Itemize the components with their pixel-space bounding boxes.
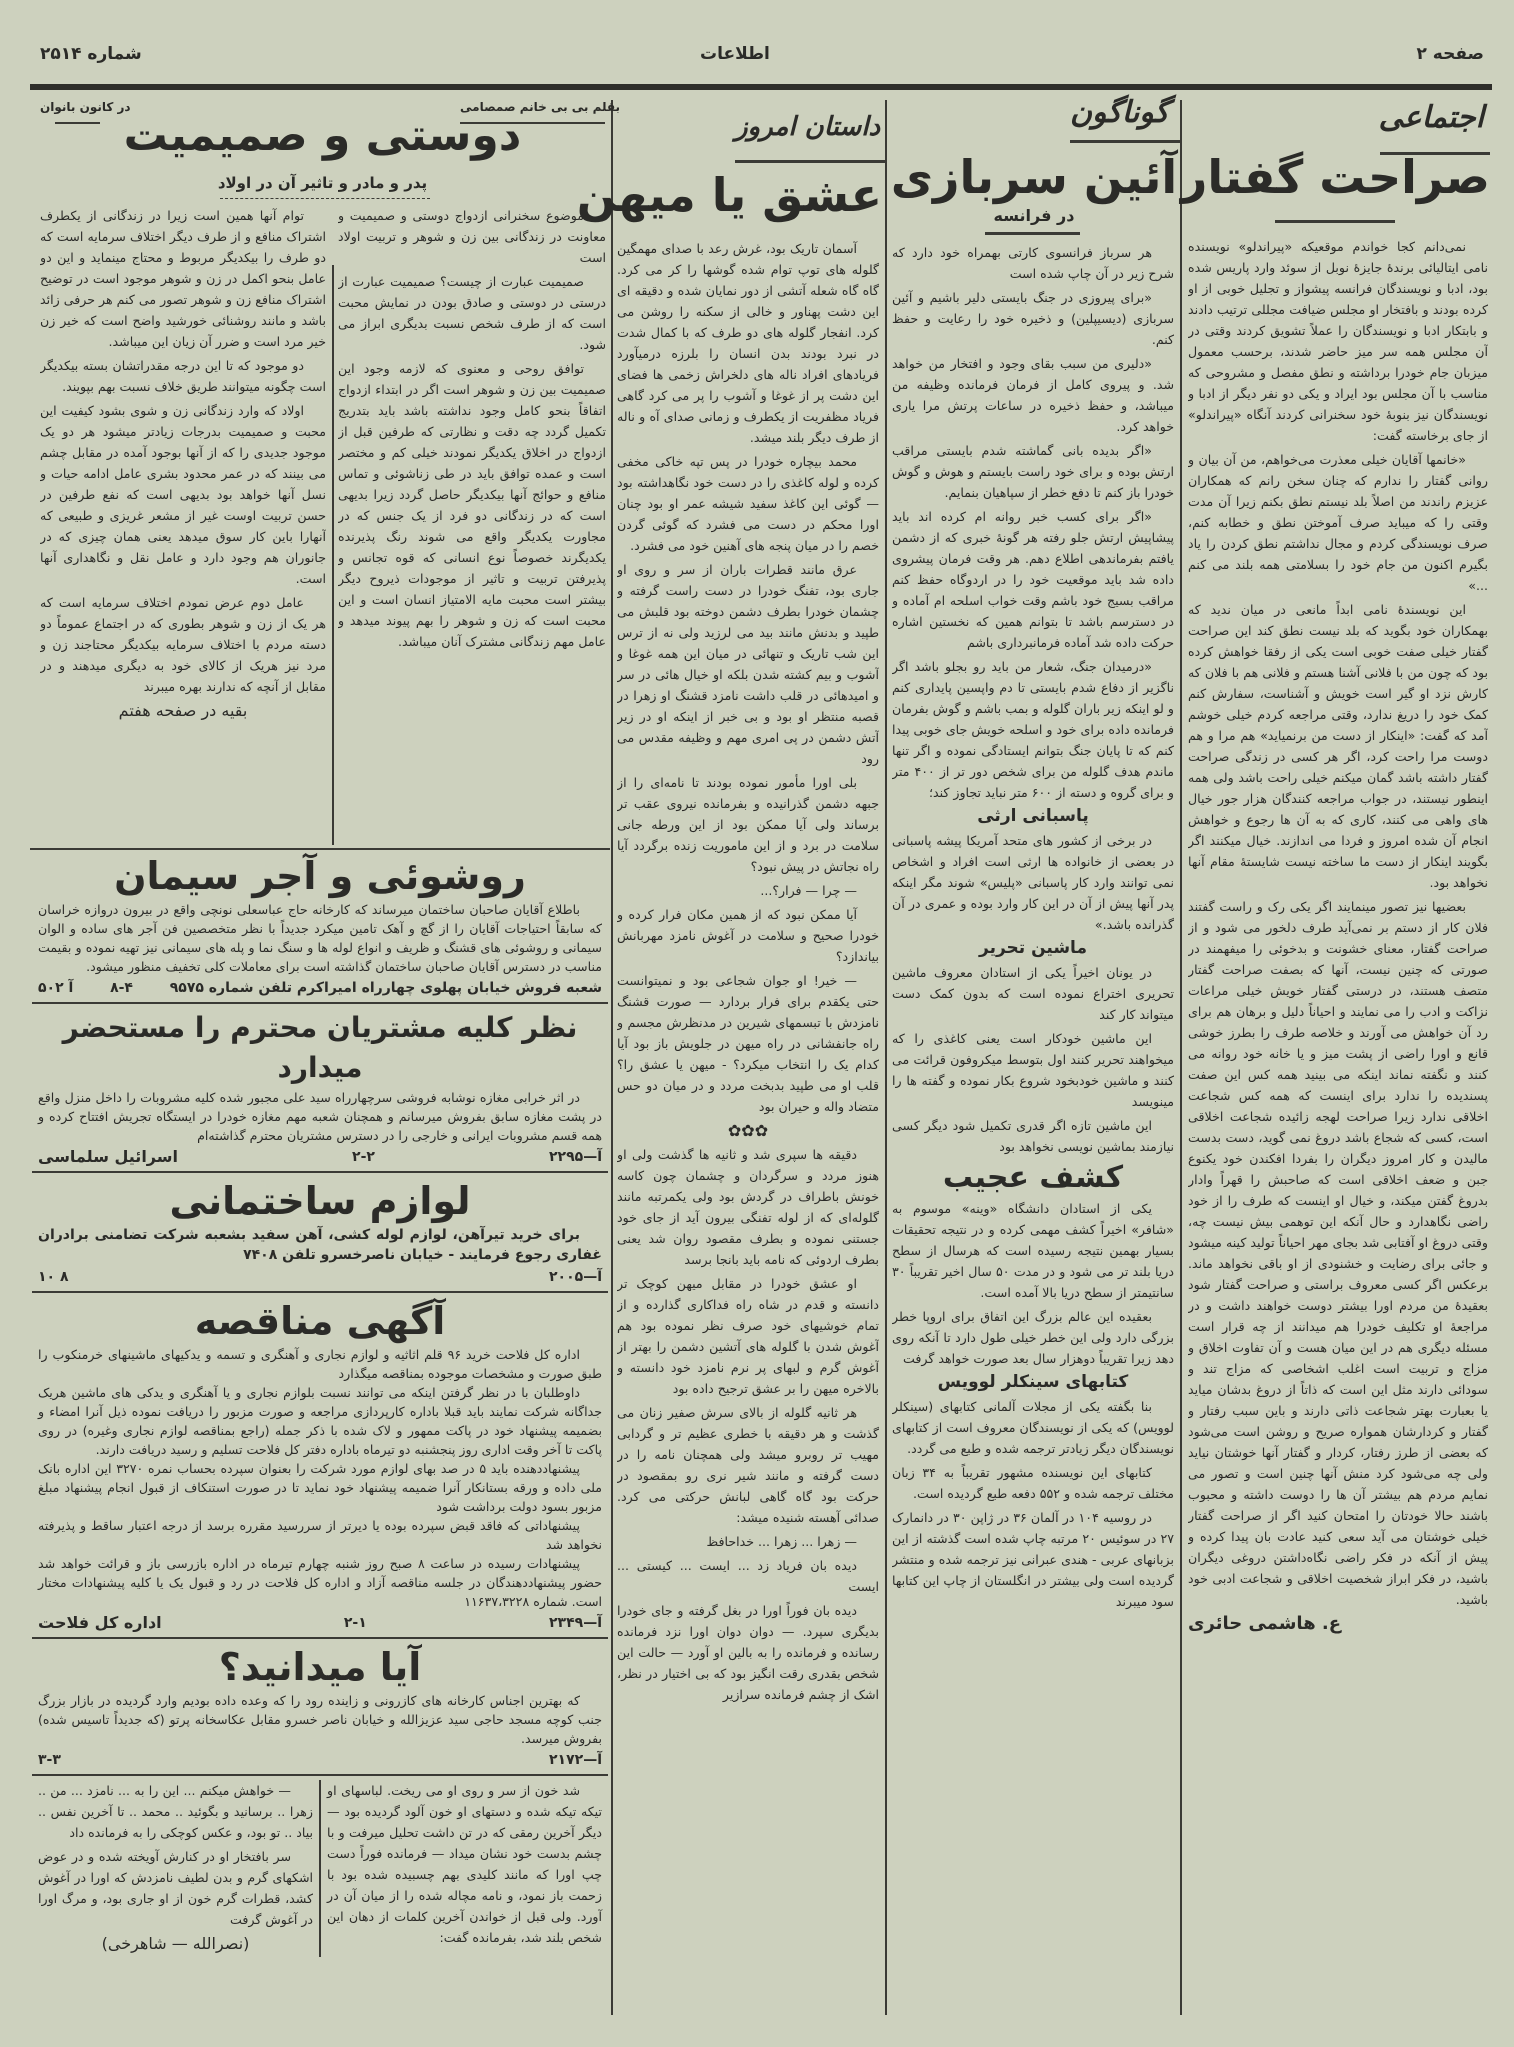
ad-paragraph: پیشنهاددهنده باید ۵ در صد بهای لوازم مورد شرکت را بعنوان سپرده بحساب نمره ۳۲۷۰ این اداره بانک ملی داده و ورقه بستانکار آنرا ضمیمه پیشنهاد خود نماید تا در صورت استنکاف از قبول انجام پیشنهاد مبلغ مزبور بسود دولت برداشت شود xyxy=(38,1461,602,1514)
paragraph: «اگر بدیده بانی گماشته شدم بایستی مراقب ارتش بوده و برای خود راست بایستم و هوش و گوش خودرا باز کنم تا دفع خطر از سپاهیان بنمایم. xyxy=(892,443,1174,500)
headline-women: دوستی و صمیمیت xyxy=(123,110,522,161)
paragraph: «خانمها آقایان خیلی معذرت می‌خواهم، من آن بیان و روانی گفتار را ندارم که چنان سخن رانم که همکاران عزیزم راندند من اصلاً بلد نیستم نطق بکنم زیرا آن مدت وقتی را که میباید صرف آموختن نطق و خطابه کنم، صرف نویسندگی کردم و مجال نداشتم نطق کردن را یاد بگیرم اکنون من جام خود را بسلامتی همه بلند می کنم ...» xyxy=(1188,452,1488,593)
ad-body: باطلاع آقایان صاحبان ساختمان میرساند که کارخانه حاج عباسعلی نونچی واقع در بیرون دروازه خراسان که سابقاً احتیاجات آقایان را از گچ و آهک تامین میکرد جدیداً با نظر متخصصین فن آجر های ساده و الوان سیمانی و روشوئی های قشنگ و ظریف و انواع لوله ها و سنگ نما و پله های سیمانی نیز تهیه نموده و بقیمت مناسب در دسترس آقایان صاحبان ساختمان گذاشته است برای معاملات کلی تخفیف منظور میشود. xyxy=(38,902,602,974)
story-ending-section xyxy=(32,1780,608,1957)
ad-paragraph: داوطلبان با در نظر گرفتن اینکه می توانند نسبت بلوازم نجاری و یا آهنگری و یدکی های ماشین هریک جداگانه شرکت نمایند باید قبلا باداره کارپردازی مراجعه و صورت مزبور را دریافت نموده ذیل آنرا امضاء و بضمیمه پیشنهاد خود در پاکت ممهور و لاک شده با ذکر جمله (راجع بمناقصه لوازم نجاری وغیره) در روی پاکت تا آخر وقت اداری روز پنجشنبه دو تیرماه باداره دفتر کل فلاحت تسلیم و رسید دریافت دارند. xyxy=(38,1385,602,1457)
ad-code: آ—۲۳۴۹ xyxy=(549,1615,602,1631)
paragraph: توافق روحی و معنوی که لازمه وجود این صمیمیت بین زن و شوهر است اگر در ابتداء ازدواج اتفاقاً بنحو کامل وجود نداشته باشد باید بتدریج تکمیل گردد چه دقت و نظارتی که طرفین قبل از ازدواج در اخلاق یکدیگر نمودند خیلی کم و مختصر است و عمده توافق باید در طی زناشوئی و تماس منافع و حوائج آنها بیکدیگر حاصل گردد زیرا بدیهی است که در زندگانی دو فرد از یک جنس که در مجاورت یکدیگر واقع می شوند رنگ پذیرنده یکدیگرند خصوصاً نوع انسانی که قوه تجانس و پذیرفتن تربیت و تاثیر از موجودات ذیروح دیگر بیشتر است محبت مایه الامتیاز انسان است و این محبت است که زن و شوهر را بهم پیوند میدهد و عامل مهم زندگانی مشترک آنان میباشد. xyxy=(338,361,606,649)
ad-code: آ—۲۲۹۵ xyxy=(549,1149,602,1165)
newspaper-name: اطلاعات xyxy=(700,44,770,64)
article-women-col2 xyxy=(40,205,326,845)
paragraph: عرق مانند قطرات باران از سر و روی او جاری بود، تفنگ خودرا در دست راست گرفته و چشمان خودرا بطرف دشمن دوخته بود قلبش می طپید و بدنش مانند بید می لرزید ولی نه از ترس این شب تاریک و تنهائی در میان این همه غوغا و آشوب و بیم کشته شدن بلکه او خیال هائی در سر و امیدهائی در قلب داشت نامزد قشنگ او زهرا در قصبه منتظر او بود و بی خبر از اینکه او در زیر آتش دشمن در پی امری مهم و وظیفه مقدس می رود xyxy=(617,562,879,766)
ad-title: نظر کلیه مشتریان محترم را مستحضر میدارد xyxy=(62,1011,578,1084)
ad-cement xyxy=(32,852,608,1004)
issue-number: شماره ۲۵۱۴ xyxy=(40,44,142,64)
paragraph: دیده بان فوراً اورا در بغل گرفته و جای خودرا بدیگری سپرد. — دوان دوان اورا نزد فرمانده رسانده و فرمانده را به بالین او آورد — حالت این شخص بقدری رقت انگیز بود که بی اختیار در نظر، اشک از چشم فرمانده سرازیر xyxy=(617,1603,879,1702)
article-social xyxy=(1188,236,1488,2016)
ad-title: آگهی مناقصه xyxy=(194,1299,446,1343)
paragraph: دیده بان فریاد زد ... ایست ... کیستی ... ایست xyxy=(617,1558,879,1594)
headline-misc: آئین سربازی xyxy=(890,150,1178,204)
paragraph: «درمیدان جنگ، شعار من باید رو بجلو باشد اگر ناگزیر از دفاع شدم بایستی تا دم واپسین پایداری کنم و لو اینکه زیر باران گلوله و بمب باشم و گوش بفرمان فرمانده داده برای خود و اسلحه خویش جای خوبی پیدا کنم که تا پایان جنگ بتوانم ایستادگی نموده و اگر تنها ماندم هدف گلوله من برای شخص دور تر از ۴۰۰ متر و برای گروه و دسته از ۶۰۰ متر نباید تجاوز کند؛ xyxy=(892,659,1174,800)
ad-title: آیا میدانید؟ xyxy=(218,1645,422,1689)
paragraph: این ماشین تازه اگر قدری تکمیل شود دیگر کسی نیازمند بماشین نویسی نخواهد بود xyxy=(892,1118,1174,1154)
paragraph: این ماشین خودکار است یعنی کاغذی را که میخواهند تحریر کنند اول بتوسط میکروفون قرائت می کنند و ماشین خودبخود شروع بکار نموده و گفته ها را مینویسد xyxy=(892,1031,1174,1109)
ad-title: لوازم ساختمانی xyxy=(169,1179,471,1223)
ad-title: روشوئی و آجر سیمان xyxy=(114,854,526,898)
ad-run: ۸-۴ xyxy=(110,980,133,996)
ad-signer: اسرائیل سلماسی xyxy=(38,1147,178,1166)
paragraph: او عشق خودرا در مقابل میهن کوچک تر دانسته و قدم در شاه راه فداکاری گذارده و از تمام خوشیهای خود صرف نظر نموده بود هم آغوش شدن با گلوله های آتشین دشمن را بهتر از آغوش گرم و لبهای پر نرم نامزد خود دانسته و بالاخره میهن را بر عشق ترجیح داده بود xyxy=(617,1276,879,1396)
article-misc xyxy=(892,242,1174,2017)
paragraph: دقیقه ها سپری شد و ثانیه ها گذشت ولی او هنوز مردد و سرگردان و چشمان چون کاسه خونش باطراف در گردش بود ولی یکمرتبه مانند گلوله‌ای که از لوله تفنگی بیرون آید از جای خود جستنی نموده و بطرف مقصود روان شد یعنی بطرف اردوئی که نامه باید بانجا برسد xyxy=(617,1147,879,1267)
column-divider xyxy=(611,100,613,2015)
subheading-police: پاسبانی ارثی xyxy=(977,806,1089,826)
ad-signer: اداره کل فلاحت xyxy=(38,1613,162,1632)
page-number: صفحه ۲ xyxy=(1416,44,1484,64)
kicker-underline xyxy=(735,160,885,163)
paragraph: «برای پیروزی در جنگ بایستی دلیر باشیم و آئین سربازی (دیسیپلین) و ذخیره خود را رعایت و حفظ کنم. xyxy=(892,290,1174,347)
ad-run: ۳-۳ xyxy=(38,1752,61,1768)
byline: بقلم بی بی خانم صمصامی xyxy=(460,100,621,114)
author-signature: ع. هاشمی حائری xyxy=(1188,1613,1342,1634)
ad-tender xyxy=(32,1297,608,1639)
paragraph: — چرا — فرار؟... xyxy=(760,883,857,898)
paragraph: اولاد که وارد زندگانی زن و شوی بشود کیفیت این محبت و صمیمیت بدرجات زیادتر میشود هر دو یک موجود جدیدی را که از آنها بوجود آمده در مقابل چشم می بینند که در عمر محدود بشری عامل ادامه حیات و نسل آنها خواهد بود بدیهی است که نفع طرفین در حسن تربیت اوست غیر از مشعر غریزی و طبیعی که آنهارا باین کار سوق میدهد یعنی همان چیزی که در جانوران هم وجود دارد و عامل نقل و نگاهداری آنها است. xyxy=(40,403,326,586)
article-story xyxy=(617,238,879,2013)
paragraph: بلی اورا مأمور نموده بودند تا نامه‌ای را از جبهه دشمن گذرانیده و بفرمانده نیروی عقب تر برساند ولی آیا ممکن بود از این ورطه جانی سلامت در برد و از این ماموریت زنده برگردد آیا راه نجاتش در پیش نبود؟ xyxy=(617,775,879,874)
paragraph: کتابهای این نویسنده مشهور تقریباً به ۳۴ زبان مختلف ترجمه شده و ۵۵۲ دفعه طبع گردیده است. xyxy=(892,1465,1174,1501)
ad-paragraph: اداره کل فلاحت خرید ۹۶ قلم اثاثیه و لوازم نجاری و آهنگری و تسمه و یدکیهای ماشینهای خرمنکوب را طبق صورت و مشخصات موجوده بمناقصه میگذارد xyxy=(38,1347,602,1381)
paragraph: شد خون از سر و روی او می ریخت. لباسهای او تیکه تیکه شده و دستهای او خون آلود گردیده بود — دیگر آخرین رمقی که در تن داشت تحلیل میرفت و با چشم بدست خود نشان میداد — فرمانده فوراً دست چپ اورا که مانند کلیدی بهم چسبیده شده بود با زحمت باز نمود، و نامه مچاله شده را از میان آن در آورد. ولی قبل از خواندن آخرین کلمات از دهان این شخص بلند شد، بفرمانده گفت: xyxy=(326,1783,602,1945)
ad-code: آ—۲۱۷۲ xyxy=(549,1752,602,1768)
paragraph: در روسیه ۱۰۴ در آلمان ۳۶ در ژاپن ۳۰ در دانمارک ۲۷ در سوئیس ۲۰ مرتبه چاپ شده است گذشته از این بزبانهای عربی - هندی عبرانی نیز ترجمه شده و منتشر گردیده است ولی بیشتر در انگلستان از چاپ این کتابها سود میبرند xyxy=(892,1510,1174,1609)
column-divider xyxy=(332,265,334,845)
paragraph: محمد بیچاره خودرا در پس تپه خاکی مخفی کرده و لوله کاغذی را در دست خود نگاهداشته بود — گوئی این کاغذ سفید شیشه عمر او بود چنان اورا محکم در دست می فشرد که گوئی گردن خصم را در میان پنجه های آهنین خود می فشرد. xyxy=(617,454,879,553)
paragraph: صمیمیت عبارت از چیست؟ صمیمیت عبارت از درستی در دوستی و صادق بودن در نمایش محبت است که از طرف شخص نسبت بدیگری ابراز می شود. xyxy=(338,274,606,352)
paragraph: نمی‌دانم کجا خواندم موقعیکه «پیراندلو» نویسنده نامی ایتالیائی برندهٔ جایزهٔ نوبل از سوئد وارد پاریس شده بود، ادبا و نویسندگان فرانسه پیشواز و تجلیل خوبی از او کرده بودند و بافتخار او مجلس ضیافت مجللی ترتیب دادند و بابتکار ادبا و نویسندگان را عملاً تشویق کردند وقتی در آن مجلس همه سر میز حاضر شدند، برحسب معمول میزبان جام خودرا برداشته و نطق مفصل و مشروحی که مناسب با آن مجلس بود ایراد و یکی دو نفر دیگر از ادبا و نویسندگان نیز بنوبهٔ خود سخنرانی کردند آنگاه «پیراندلو» از جای برخاسته گفت: xyxy=(1188,239,1488,443)
section-rule xyxy=(30,848,610,850)
article-story-ending xyxy=(32,1780,319,1957)
paragraph: توام آنها همین است زیرا در زندگانی از یکطرف اشتراک منافع و از طرف دیگر اختلاف سرمایه است که دو طرف را بیکدیگر مربوط و محتاج مینماید و این دو عامل بنحو اکمل در زن و شوهر موجود است در توضیح اشتراک منافع زن و شوهر تصور می کنم هر حرفی زائد باشد و مانند روشنائی خورشید واضح است که خیر زن خیر مرد است و ضرر آن زیان این میباشد. xyxy=(40,208,326,349)
section-kicker-misc: گوناگون xyxy=(1070,95,1170,130)
subheading-discovery: کشف عجیب xyxy=(942,1160,1124,1195)
column-divider xyxy=(885,100,887,2015)
article-story-continuation xyxy=(321,1780,608,1957)
headline-subtitle: پدر و مادر و تاثیر آن در اولاد xyxy=(217,174,428,192)
ad-paragraph: پیشنهادات رسیده در ساعت ۸ صبح روز شنبه چهارم تیرماه در اداره بازرسی باز و قرائت خواهد شد حضور پیشنهاددهندگان در جلسه مناقصه آزاد و اداره کل فلاحت در رد و قبول یک یا کلیه پیشنهادات مختار است. شماره ۱۱۶۳۷،۳۲۲۸ xyxy=(38,1556,602,1609)
ad-code: آ—۲۰۰۵ xyxy=(549,1269,602,1285)
paragraph: — خواهش میکنم ... این را به ... نامزد ... من .. زهرا .. برسانید و بگوئید .. محمد .. تا آخرین نفس .. بیاد .. تو بود، و عکس کوچکی را به فرمانده داد xyxy=(38,1783,314,1840)
ad-body: که بهترین اجناس کارخانه های کازرونی و زاینده رود را که وعده داده بودیم وارد گردیده در بازار بزرگ جنب کوچه مسجد حاجی سید عزیزالله و خیابان ناصر خسرو مقابل عکاسخانه پرتو (که جدیداً تاسیس شده) بفروش میرسد. xyxy=(38,1693,602,1746)
paragraph: یکی از استادان دانشگاه «وینه» موسوم به «شافر» اخیراً کشف مهمی کرده و در نتیجه تحقیقات بسیار بهمین نتیجه رسیده است که هرسال از سطح دریا بلند تر می شود و در مدت ۵۰ سال اخیر تقریباً ۳۰ سانتیمتر از سطح دریا بالا آمده است. xyxy=(892,1201,1174,1300)
paragraph: موضوع سخنرانی ازدواج دوستی و صمیمیت و معاونت در زندگانی بین زن و شوهر و تربیت اولاد است xyxy=(338,208,606,265)
subheading-books: کتابهای سینکلر لوویس xyxy=(937,1372,1129,1392)
ad-drinks xyxy=(32,1008,608,1173)
paragraph: آیا ممکن نبود که از همین مکان فرار کرده و خودرا صحیح و سلامت در آغوش نامزد مهربانش بیاندازد؟ xyxy=(617,907,879,964)
ad-building xyxy=(32,1177,608,1293)
column-divider xyxy=(1180,100,1182,2015)
subtitle-underline xyxy=(985,232,1080,235)
paragraph: — خیر! او جوان شجاعی بود و نمیتوانست حتی یکقدم برای فرار بردارد — صورت قشنگ نامزدش با تبسمهای شیرین در مدنظرش مجسم و راه جانفشانی در راه میهن در جلویش باز بود آیا کدام یک را انتخاب میکرد؟ - میهن یا عشق را؟ قلب او می طپید بدبخت مردد و در میان دو حس متضاد واله و حیران بود xyxy=(617,973,879,1114)
paragraph: — زهرا ... زهرا ... خداحافظ xyxy=(706,1534,857,1549)
paragraph: در یونان اخیراً یکی از استادان معروف ماشین تحریری اختراع نموده است که بدون کمک دست میتواند کار کند xyxy=(892,965,1174,1022)
article-women-col1 xyxy=(338,205,606,845)
masthead-rule xyxy=(30,84,1492,90)
continued-note: بقیه در صفحه هفتم xyxy=(118,701,248,720)
headline-subtitle: در فرانسه xyxy=(993,206,1075,225)
story-author: (نصرالله — شاهرخی) xyxy=(101,1934,250,1953)
paragraph: بنا بگفته یکی از مجلات آلمانی کتابهای (سینکلر لوویس) که یکی از نویسندگان معروف است از کتابهای نویسندگان دیگر زیادتر ترجمه شده و طبع می گردد. xyxy=(892,1399,1174,1456)
kicker-underline xyxy=(1070,140,1180,143)
subtitle-underline xyxy=(220,198,430,201)
section-break-ornament: ✿✿✿ xyxy=(727,1121,769,1140)
headline-social: صراحت گفتار xyxy=(1180,150,1490,204)
paragraph: «دلیری من سبب بقای وجود و افتخار من خواهد شد. و پیروی کامل از فرمان فرمانده وظیفه من میباشد، و حفظ ذخیره در ساعات پرتش مرا یاری خواهد کرد. xyxy=(892,356,1174,434)
paragraph: «اگر برای کسب خبر روانه ام کرده اند باید پیشاپیش ارتش جلو رفته هر گونهٔ خبری که از دشمن یافتم بفرماندهی اطلاع دهم. هر وقت فرمان پیشروی داده شد باید موقعیت خود را در اردوگاه حفظ کنم مراقب بسیج خود باشم وقت خواب اسلحه ام آماده و در دسترسم باشد تا بتوانم همین که نخستین اشاره حرکت داده شد آماده فرمانبرداری باشم xyxy=(892,509,1174,650)
paragraph: در برخی از کشور های متحد آمریکا پیشه پاسبانی در بعضی از خانواده ها ارثی است افراد و اشخاص نمی توانند وارد کار پاسبانی «پلیس» شوند مگر اینکه پدر آنها پیش از آن در این کار وارد بوده و عمری در آن گذرانده باشد.» xyxy=(892,833,1174,932)
paragraph: این نویسندهٔ نامی ابداً مانعی در میان ندید که بهمکاران خود بگوید که بلد نیست نطق کند این صراحت گفتار خیلی صفت خوبی است یکی از رفقا خواهش کرده بود که چون من با فلانی آشنا هستم و فلانی هم با فلان که کارش نزد او گیر است خویش و آشناست، سفارش کنم کمک خود را دریغ ندارد، وقتی مراجعه کردم خیلی خوشم آمد که گفت: «اینکار از دست من برنمیاید» هم مرا و هم دوست مرا راحت کرد، اگر هر کسی در زندگی صراحت گفتار داشته باشد گمان میکنم خیلی راحت باشد ولی همه اینطور نیستند، در جواب مراجعه کنندگان هزار جور خیال های واهی می کنند، کاری که به آن ها رجوع و خواهش انجام آن شده امروز و فردا می اندازند. خیال میکنند اگر بگویند اینکار از دست ما ساخته نیست شایستهٔ مقام آنها نخواهد بود. xyxy=(1188,602,1488,890)
paragraph: آسمان تاریک بود، غرش رعد با صدای مهمگین گلوله های توپ توام شده گوشها را کر می کرد. گاه گاه شعله آتشی از دور نمایان شده و دقیقه ای این دشت پهناور و خالی از سکنه را روشن می کرد. انفجار گلوله های دو طرف که با کمال شدت در نبرد بودند بدن انسان را بلرزه درمیآورد فریادهای افراد ناله های دلخراش زخمی ها فضای این دشت پر از غوغا و آشوب را پر می کرد گاهی فریاد مظفریت از یکطرف و زمانی صدای آه و ناله از طرف دیگر بلند میشد. xyxy=(617,241,879,445)
paragraph: عامل دوم عرض نمودم اختلاف سرمایه است که هر یک از زن و شوهر بطوری که در اجتماع عموماً دو دسته مردم با اختلاف سرمایه بیکدیگر محتاجند زن و مرد نیز هریک از کالای خود به دیگری میدهند و در مقابل از آنچه که ندارند بهره میبرند xyxy=(40,595,326,694)
ad-code: آ ۵۰۲ xyxy=(38,980,74,996)
headline-story: عشق یا میهن xyxy=(576,168,882,222)
ad-paragraph: پیشنهاداتی که فاقد قبض سپرده بوده یا دیرتر از سررسید مقرره برسد از درجه اعتبار ساقط و پذیرفته نخواهد شد xyxy=(38,1518,602,1552)
ad-run: ۲-۱ xyxy=(343,1615,367,1631)
ad-did-you-know xyxy=(32,1643,608,1776)
subheading-typewriter: ماشین تحریر xyxy=(979,938,1087,958)
ad-run: ۸ ۱۰ xyxy=(38,1269,69,1285)
ad-run: ۲-۲ xyxy=(352,1149,375,1165)
section-kicker-story: داستان امروز xyxy=(735,112,881,142)
section-label: در کانون بانوان xyxy=(40,100,131,114)
paragraph: سر بافتخار او در کنارش آویخته شده و در عوض اشکهای گرم و بدن لطیف نامزدش که اورا در آغوش کشد، قطرات گرم خون از او جاری بود، و مرگ اورا در آغوش گرفت xyxy=(38,1849,314,1927)
paragraph: هر سرباز فرانسوی کارتی بهمراه خود دارد که شرح زیر در آن چاپ شده است xyxy=(892,245,1174,281)
paragraph: هر ثانیه گلوله از بالای سرش صفیر زنان می گذشت و هر دقیقه با خطری عظیم تر و گردابی مهیب تر روبرو میشد ولی همچنان نامه را در دست گرفته و مانند شیر نری رو بمقصود در حرکت بود گاه گاهی لبانش حرکتی می کرد. صدائی آهسته شنیده میشد: xyxy=(617,1405,879,1525)
headline-underline xyxy=(1275,220,1395,223)
section-kicker-social: اجتماعی xyxy=(1378,100,1484,135)
ads-and-story-ending xyxy=(32,852,608,1957)
paragraph: دو موجود که تا این درجه مقدراتشان بسته بیکدیگر است چگونه میتوانند طریق خلاف نسبت بهم بپویند. xyxy=(40,358,326,394)
ad-body: برای خرید تیرآهن، لوازم لوله کشی، آهن سفید بشعبه شرکت تضامنی برادران غفاری رجوع فرمایند - خیابان ناصرخسرو تلفن ۷۴۰۸ xyxy=(38,1227,602,1263)
paragraph: بعقیده این عالم بزرگ این اتفاق برای اروپا خطر بزرگی دارد ولی این خطر خیلی طول دارد تا آنکه روی دهد زیرا تقریباً دوهزار سال بعد صورت خواهد گرفت xyxy=(892,1309,1174,1366)
ad-body: در اثر خرابی مغازه نوشابه فروشی سرچهارراه سید علی مجبور شده کلیه مشروبات را داخل منزل واقع در پشت مغازه سابق بفروش میرسانم و همچنان شعبه مهم مغازه خودرا در ایستگاه تجریش افتتاح کرده و همه قسم مشروبات ایرانی و خارجی را در دسترس مشتریان محترم گذاشته‌ام xyxy=(38,1090,602,1143)
paragraph: بعضیها نیز تصور مینمایند اگر یکی رک و راست گفتند فلان کار از دستم بر نمی‌آید طرف دلخور می شود و از صراحت گفتار، معنای خشونت و بدخوئی را میفهمند در صورتی که چنین نیست، آنها که بصفت صراحت گفتار متصف هستند، در درستی گفتار خویش خیلی مراعات نزاکت و ادب را می نمایند و احیاناً دلیل و برهان هم برای رد آن خواهش می آورند و خلاصه طرف را بطرز خوشی قانع و اورا راضی از پشت میز و یا خانه خود روانه می کنند و نگفته نماند اینکه می بینید همه کس این صفت پسندیده را ندارد برای اینست که همه کس شجاعت اخلاقی ندارد زیرا صراحت لهجه زائیده شجاعت اخلاقی است، کسی که شجاع باشد دروغ نمی گوید، دست بدست مالیدن و کار امروز دیگران را بفردا افکندن خود یکنوع جبن و ضعف اخلاقی است که صاحبش را قهراً وادار بدروغ گفتن میکند، و خیال او اینست که طرف را از خود راضی نگاهدارد و حال آنکه این توهمی بیش نیست چه، وقتی دروغ او آفتابی شد بجای مهر احیاناً تولید کینه میشود و جائی برای رضایت و خشنودی از او باقی نخواهد ماند. برعکس اگر کسی معروف براستی و صراحت گفتار شود بعقیدهٔ من مردم اورا بیشتر دوست خواهند داشت و در مراجعهٔ او تکلیف خودرا هم میدانند از چه قرار است مسئله دیگری هم در این میان هست و آن تفاوت اخلاق و مزاج و تربیت است اغلب اشخاصی که مزاج تند و سودائی دارند مثل این است که ذاتاً از دروغ بدشان میاید یا بعبارت بهتر شجاعت ذاتی دارند و باین سبب رفتار و گفتار و کردارشان همواره صریح و روشن است می‌شود که بعضی از طرز رفتار، کردار و گفتار آنها خوشتان نیاید ولی چه می‌شود کرد منش آنها چنین است و تصور می نمایم مردم هم بیشتر آن ها را دوست داشته و محبوب باشند حالا خودتان را امتحان کنید اگر از صراحت گفتار خیلی خوشتان می آید سعی کنید عادت بان پیدا کرده و پیش از آنکه در فکر راضی نگاه‌داشتن دروغی دیگران باشید، در فکر ابراز شخصیت اخلاقی و شجاعت ادبی خود باشید. xyxy=(1188,899,1488,1607)
column-divider xyxy=(319,1780,321,1957)
ad-address: شعبه فروش خیابان پهلوی چهارراه امیراکرم تلفن شماره ۹۵۷۵ xyxy=(169,980,602,996)
